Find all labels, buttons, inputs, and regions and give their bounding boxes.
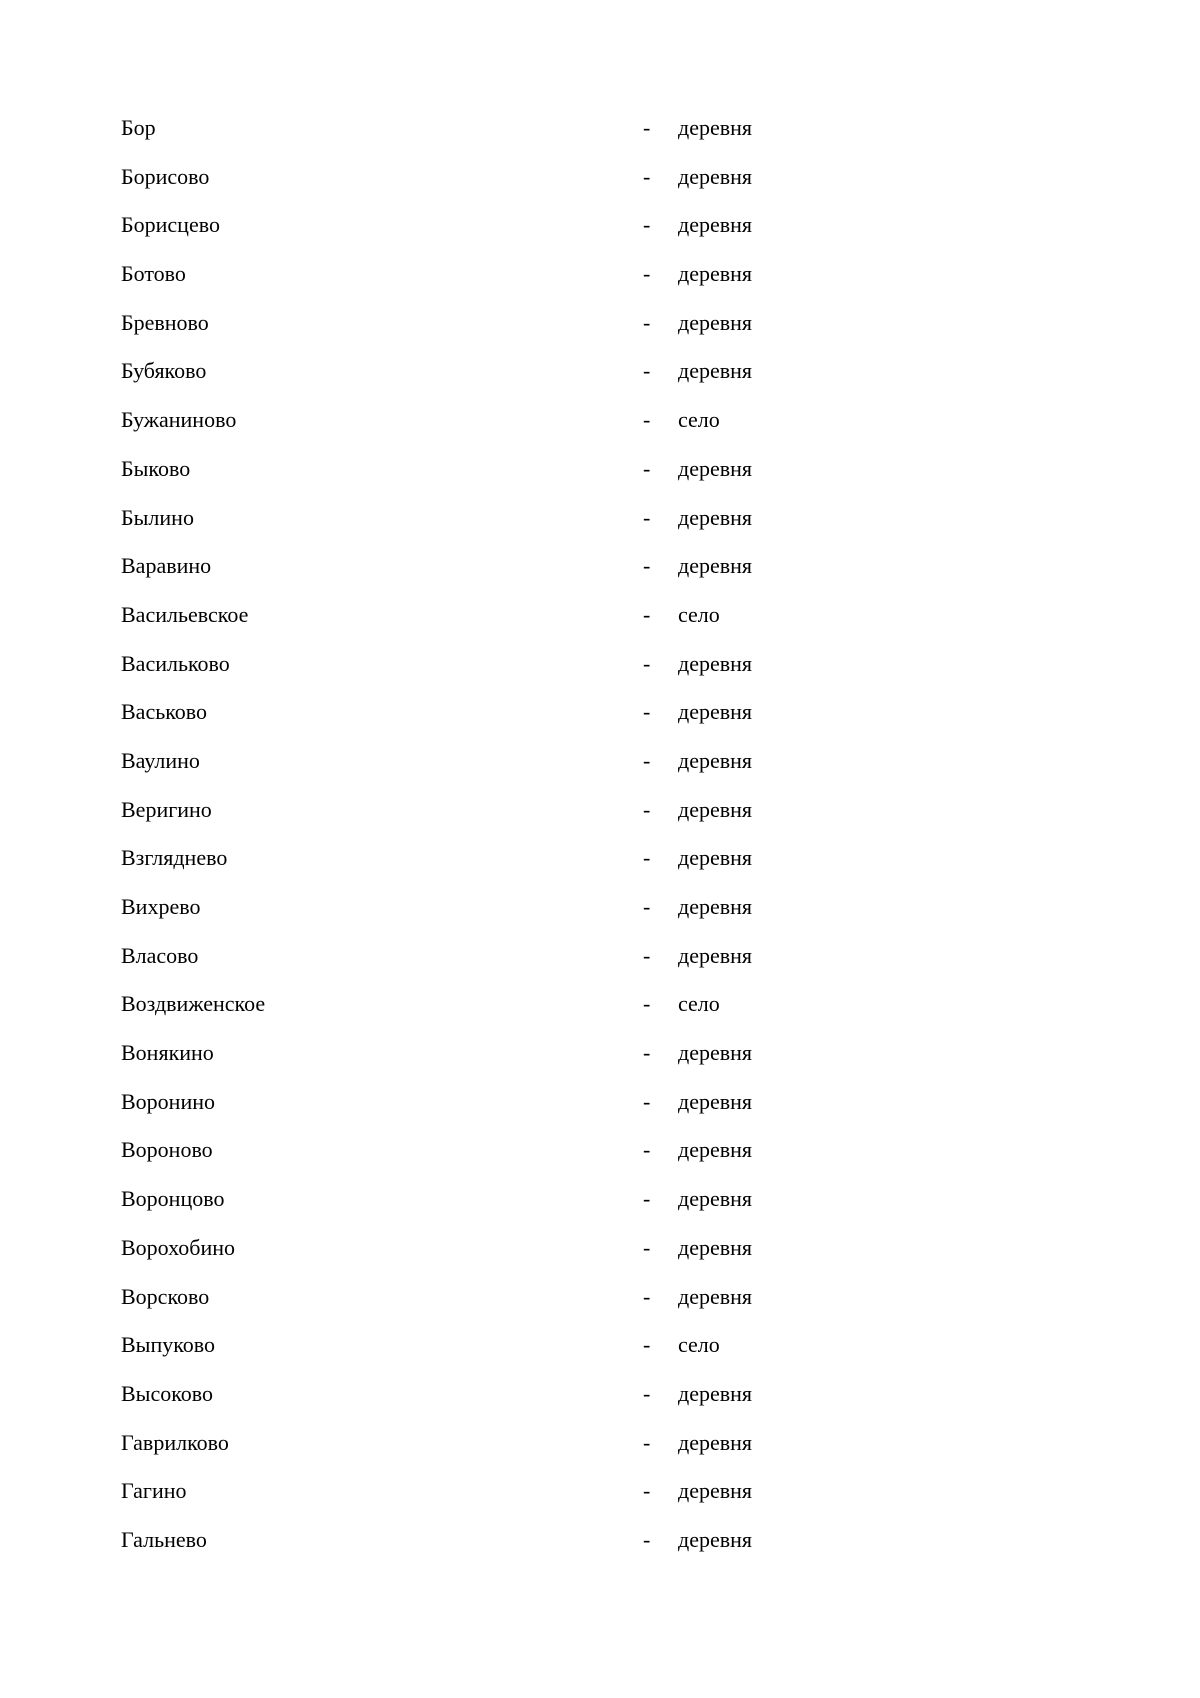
settlement-name: Былино bbox=[121, 504, 194, 530]
settlement-type: деревня bbox=[678, 942, 753, 968]
settlement-type: деревня bbox=[678, 699, 753, 725]
separator-dash: - bbox=[643, 942, 651, 968]
settlement-type: деревня bbox=[678, 894, 753, 919]
list-item bbox=[121, 1376, 921, 1425]
settlement-name: Борисово bbox=[121, 163, 210, 189]
settlement-type: село bbox=[678, 1332, 720, 1358]
settlement-name: Гальнево bbox=[121, 1526, 207, 1552]
settlement-name: Выпуково bbox=[121, 1332, 216, 1358]
settlement-name: Бревново bbox=[121, 309, 209, 335]
list-item bbox=[121, 305, 921, 354]
separator-dash: - bbox=[643, 1137, 651, 1163]
list-item bbox=[121, 548, 921, 597]
settlement-type: село bbox=[678, 407, 720, 433]
settlement-name: Васьково bbox=[121, 699, 208, 725]
separator-dash: - bbox=[643, 1380, 651, 1406]
separator-dash: - bbox=[643, 894, 651, 919]
settlement-type: деревня bbox=[678, 1478, 753, 1504]
list-item bbox=[121, 889, 921, 938]
settlement-type: деревня bbox=[678, 309, 753, 335]
list-item bbox=[121, 1425, 921, 1474]
separator-dash: - bbox=[643, 309, 651, 335]
settlement-type: деревня bbox=[678, 650, 753, 676]
list-item bbox=[121, 1132, 921, 1181]
list-item bbox=[121, 451, 921, 500]
separator-dash: - bbox=[643, 1186, 651, 1212]
settlement-name: Бужаниново bbox=[121, 407, 237, 433]
settlement-type: деревня bbox=[678, 261, 753, 287]
settlement-type: деревня bbox=[678, 845, 753, 871]
separator-dash: - bbox=[643, 1478, 651, 1504]
list-item bbox=[121, 938, 921, 987]
settlement-type: деревня bbox=[678, 747, 753, 773]
settlement-name: Гагино bbox=[121, 1478, 187, 1504]
settlement-name: Васильевское bbox=[121, 601, 249, 627]
settlement-name: Вонякино bbox=[121, 1040, 214, 1066]
list-item bbox=[121, 207, 921, 256]
settlement-type: деревня bbox=[678, 1040, 753, 1066]
separator-dash: - bbox=[643, 991, 651, 1017]
settlement-name: Высоково bbox=[121, 1380, 214, 1406]
list-item bbox=[121, 840, 921, 889]
settlement-type: деревня bbox=[678, 455, 753, 481]
separator-dash: - bbox=[643, 747, 651, 773]
separator-dash: - bbox=[643, 1088, 651, 1114]
settlement-name: Воздвиженское bbox=[121, 991, 266, 1017]
list-item bbox=[121, 1181, 921, 1230]
settlement-name: Ботово bbox=[121, 261, 186, 287]
settlement-type: деревня bbox=[678, 504, 753, 530]
separator-dash: - bbox=[643, 1234, 651, 1260]
list-item bbox=[121, 792, 921, 841]
settlement-name: Вихрево bbox=[121, 894, 201, 919]
separator-dash: - bbox=[643, 796, 651, 822]
settlement-type: деревня bbox=[678, 163, 753, 189]
settlement-name: Борисцево bbox=[121, 212, 220, 238]
separator-dash: - bbox=[643, 1429, 651, 1455]
separator-dash: - bbox=[643, 261, 651, 287]
list-item bbox=[121, 159, 921, 208]
settlement-type: деревня bbox=[678, 553, 753, 579]
list-item bbox=[121, 986, 921, 1035]
settlement-name: Бор bbox=[121, 115, 156, 140]
list-item bbox=[121, 1035, 921, 1084]
settlement-type: деревня bbox=[678, 1088, 753, 1114]
settlement-type: деревня bbox=[678, 1137, 753, 1163]
separator-dash: - bbox=[643, 650, 651, 676]
settlement-name: Веригино bbox=[121, 796, 212, 822]
list-item bbox=[121, 1473, 921, 1522]
list-item bbox=[121, 1522, 921, 1571]
list-item bbox=[121, 1230, 921, 1279]
separator-dash: - bbox=[643, 163, 651, 189]
settlement-type: деревня bbox=[678, 212, 753, 238]
settlement-name: Вороново bbox=[121, 1137, 213, 1163]
settlement-type: село bbox=[678, 601, 720, 627]
list-item bbox=[121, 743, 921, 792]
list-item bbox=[121, 402, 921, 451]
list-item bbox=[121, 353, 921, 402]
settlement-name: Воронцово bbox=[121, 1186, 225, 1212]
settlement-list bbox=[121, 110, 921, 1571]
separator-dash: - bbox=[643, 1526, 651, 1552]
settlement-type: деревня bbox=[678, 115, 753, 140]
separator-dash: - bbox=[643, 845, 651, 871]
settlement-name: Ваулино bbox=[121, 747, 200, 773]
separator-dash: - bbox=[643, 455, 651, 481]
settlement-name: Васильково bbox=[121, 650, 230, 676]
settlement-name: Варавино bbox=[121, 553, 212, 579]
separator-dash: - bbox=[643, 699, 651, 725]
list-item bbox=[121, 110, 921, 159]
separator-dash: - bbox=[643, 1283, 651, 1309]
separator-dash: - bbox=[643, 1040, 651, 1066]
separator-dash: - bbox=[643, 212, 651, 238]
separator-dash: - bbox=[643, 358, 651, 384]
list-item bbox=[121, 1327, 921, 1376]
separator-dash: - bbox=[643, 115, 651, 140]
settlement-name: Взгляднево bbox=[121, 845, 228, 871]
separator-dash: - bbox=[643, 1332, 651, 1358]
settlement-type: деревня bbox=[678, 1526, 753, 1552]
list-item bbox=[121, 694, 921, 743]
settlement-name: Ворохобино bbox=[121, 1234, 236, 1260]
settlement-name: Гаврилково bbox=[121, 1429, 229, 1455]
separator-dash: - bbox=[643, 601, 651, 627]
list-item bbox=[121, 646, 921, 695]
list-item bbox=[121, 256, 921, 305]
settlement-name: Бубяково bbox=[121, 358, 207, 384]
list-item bbox=[121, 500, 921, 549]
separator-dash: - bbox=[643, 504, 651, 530]
settlement-type: деревня bbox=[678, 1380, 753, 1406]
separator-dash: - bbox=[643, 407, 651, 433]
settlement-type: деревня bbox=[678, 1429, 753, 1455]
settlement-type: деревня bbox=[678, 1186, 753, 1212]
settlement-type: деревня bbox=[678, 796, 753, 822]
separator-dash: - bbox=[643, 553, 651, 579]
settlement-type: деревня bbox=[678, 1283, 753, 1309]
settlement-type: село bbox=[678, 991, 720, 1017]
list-item bbox=[121, 597, 921, 646]
settlement-name: Ворсково bbox=[121, 1283, 210, 1309]
list-item bbox=[121, 1279, 921, 1328]
settlement-name: Власово bbox=[121, 942, 199, 968]
settlement-type: деревня bbox=[678, 358, 753, 384]
settlement-type: деревня bbox=[678, 1234, 753, 1260]
settlement-name: Быково bbox=[121, 455, 191, 481]
list-item bbox=[121, 1084, 921, 1133]
settlement-name: Воронино bbox=[121, 1088, 215, 1114]
